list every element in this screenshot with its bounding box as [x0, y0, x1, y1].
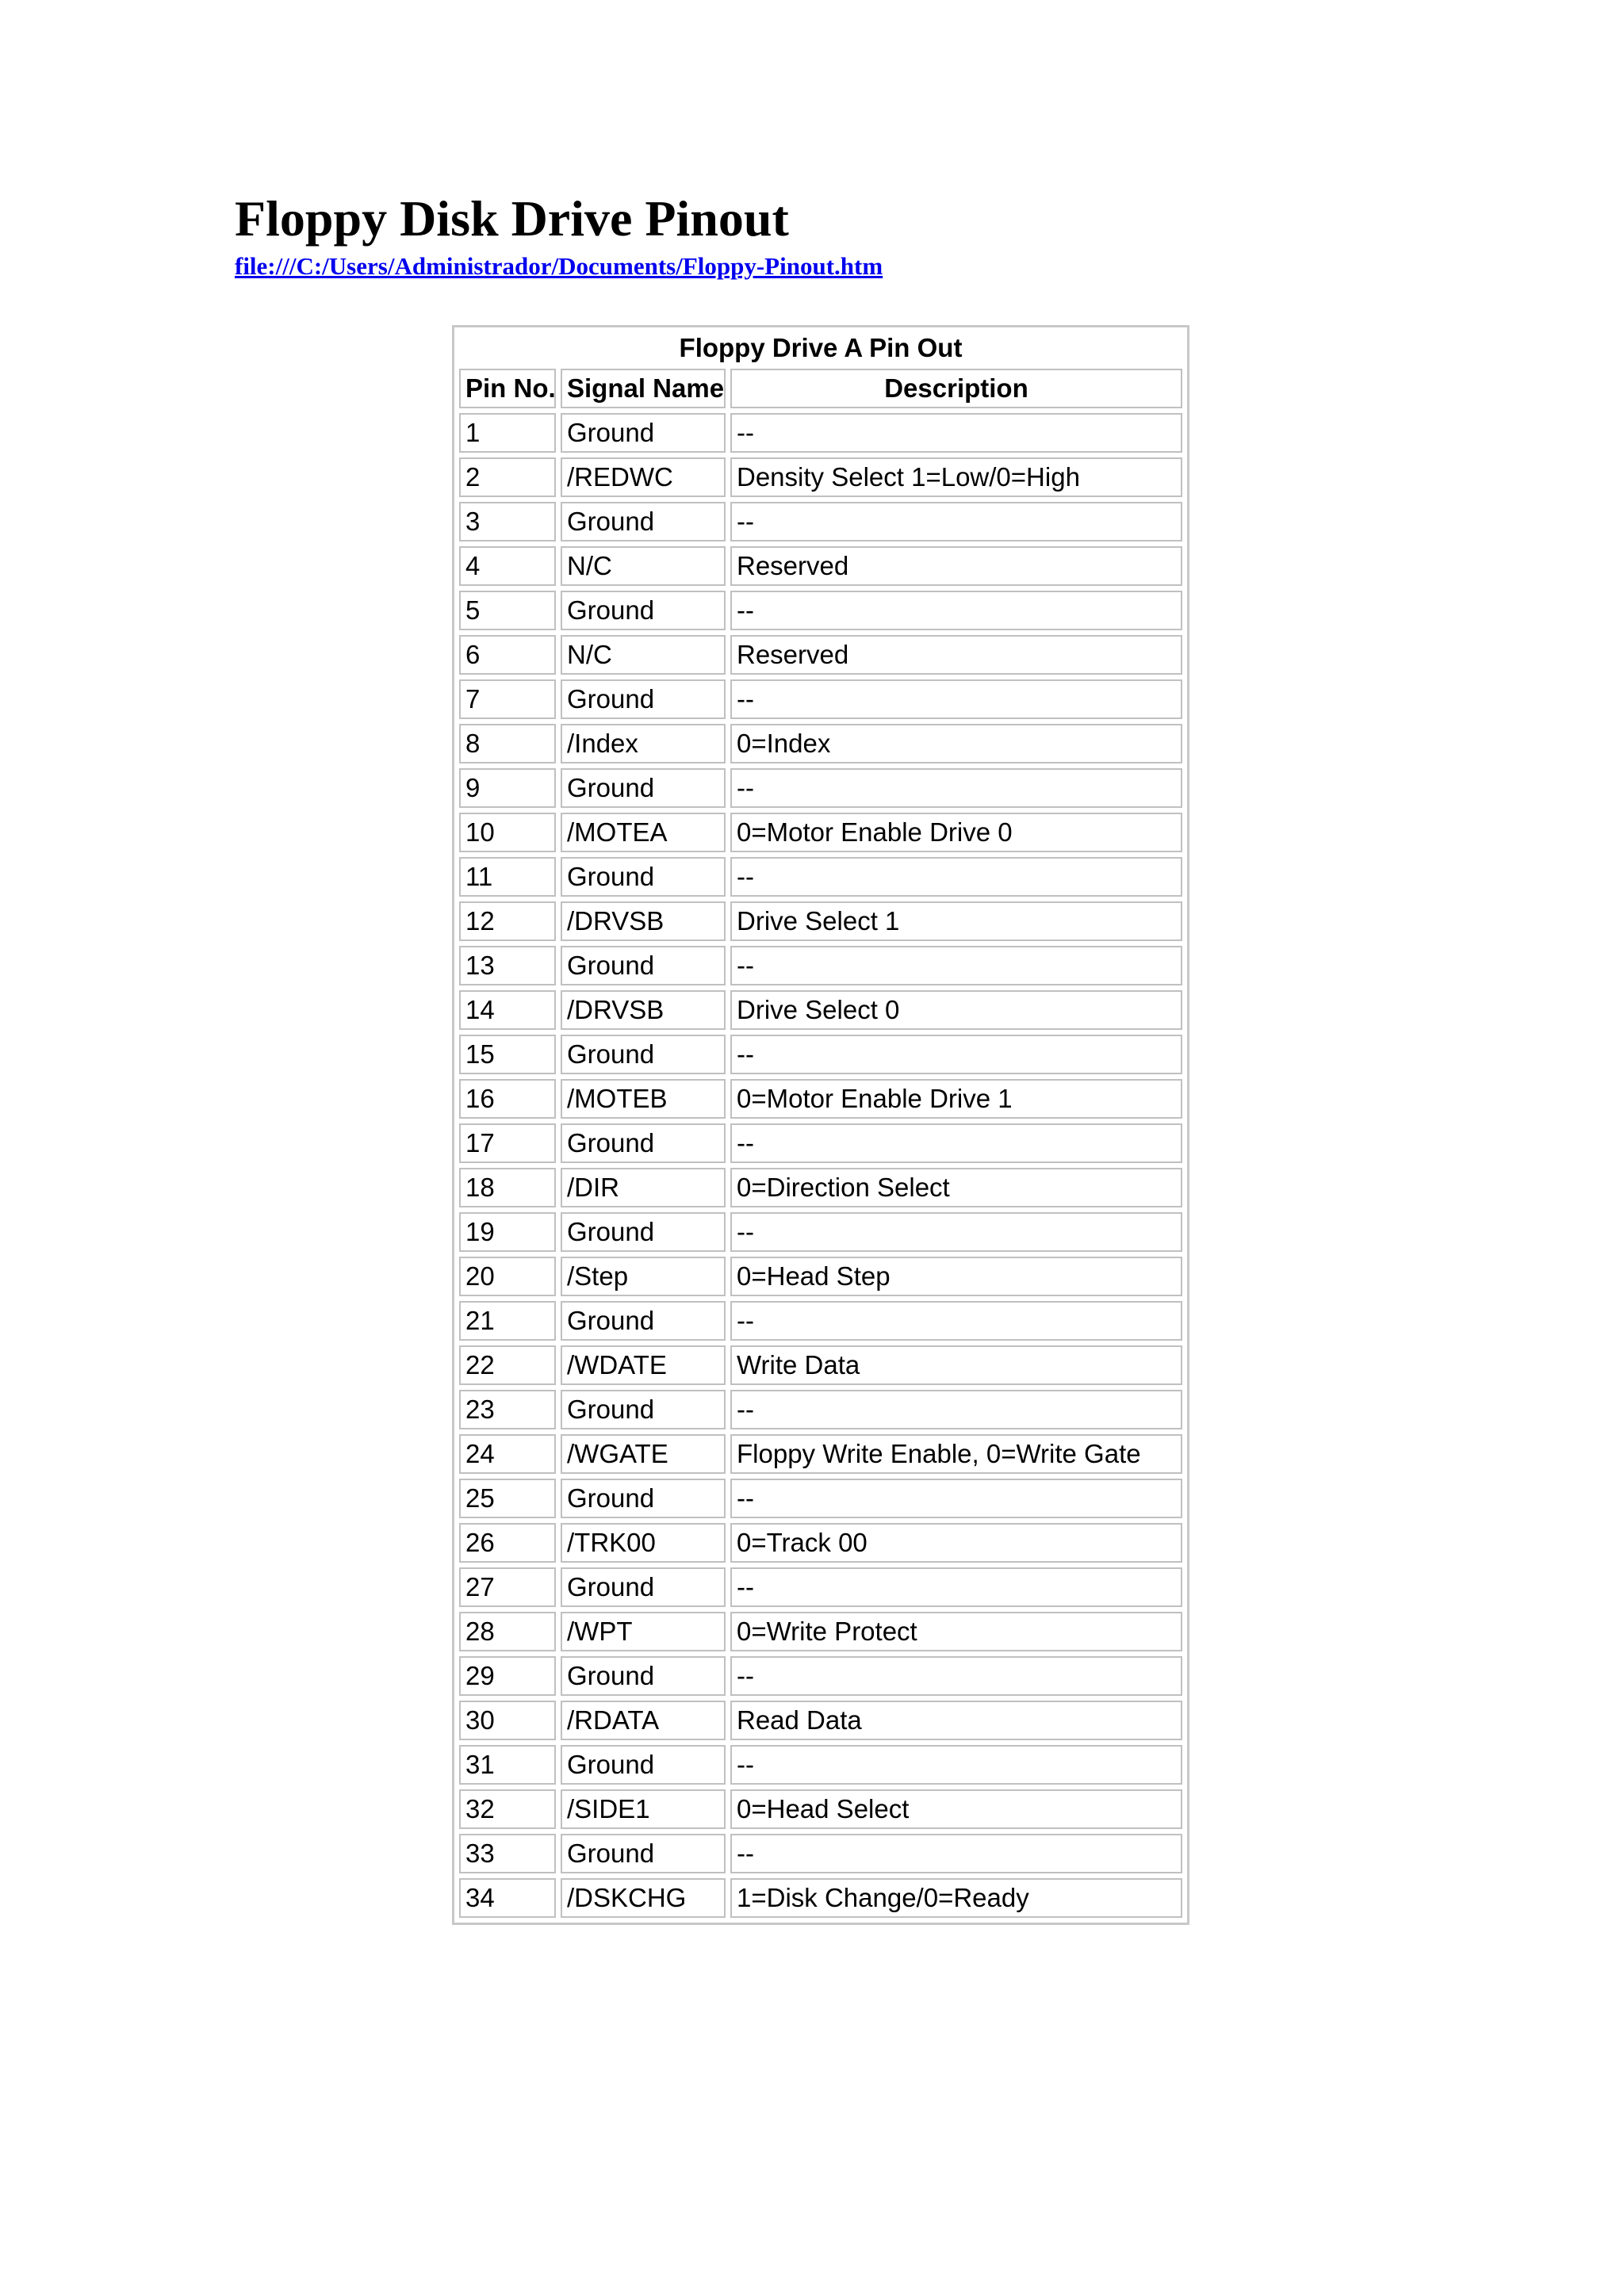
cell-signal-name: /Index [561, 724, 726, 763]
cell-description: Drive Select 1 [730, 901, 1182, 941]
cell-signal-name: Ground [561, 768, 726, 808]
cell-signal-name: Ground [561, 1479, 726, 1518]
table-row [459, 1523, 1182, 1563]
cell-signal-name: Ground [561, 1834, 726, 1873]
cell-pin-no: 9 [459, 768, 556, 808]
table-row [459, 591, 1182, 630]
table-row [459, 946, 1182, 985]
header-description: Description [730, 369, 1182, 408]
cell-signal-name: Ground [561, 591, 726, 630]
cell-signal-name: Ground [561, 679, 726, 719]
table-row [459, 1656, 1182, 1696]
pinout-table [452, 325, 1189, 1925]
table-row [459, 1479, 1182, 1518]
cell-description: 0=Index [730, 724, 1182, 763]
cell-description: Write Data [730, 1345, 1182, 1385]
table-row [459, 857, 1182, 897]
cell-pin-no: 12 [459, 901, 556, 941]
cell-description: -- [730, 946, 1182, 985]
cell-description: -- [730, 1301, 1182, 1341]
cell-description: 0=Head Step [730, 1257, 1182, 1296]
cell-pin-no: 34 [459, 1878, 556, 1918]
cell-description: -- [730, 768, 1182, 808]
cell-pin-no: 22 [459, 1345, 556, 1385]
cell-signal-name: /WDATE [561, 1345, 726, 1385]
table-row [459, 1123, 1182, 1163]
cell-signal-name: /DRVSB [561, 901, 726, 941]
cell-description: Reserved [730, 635, 1182, 675]
cell-pin-no: 27 [459, 1567, 556, 1607]
cell-pin-no: 25 [459, 1479, 556, 1518]
header-signal-name: Signal Name [561, 369, 726, 408]
cell-pin-no: 31 [459, 1745, 556, 1785]
header-pin-no: Pin No. [459, 369, 556, 408]
cell-pin-no: 14 [459, 990, 556, 1030]
cell-signal-name: Ground [561, 857, 726, 897]
cell-pin-no: 6 [459, 635, 556, 675]
cell-description: 0=Direction Select [730, 1168, 1182, 1207]
cell-pin-no: 3 [459, 502, 556, 541]
cell-signal-name: Ground [561, 1123, 726, 1163]
cell-signal-name: Ground [561, 1745, 726, 1785]
table-row [459, 1878, 1182, 1918]
cell-pin-no: 19 [459, 1212, 556, 1252]
table-row [459, 1301, 1182, 1341]
table-row [459, 768, 1182, 808]
cell-pin-no: 4 [459, 546, 556, 586]
table-row [459, 1789, 1182, 1829]
cell-description: Density Select 1=Low/0=High [730, 457, 1182, 497]
cell-pin-no: 8 [459, 724, 556, 763]
table-row [459, 1079, 1182, 1119]
cell-signal-name: /MOTEB [561, 1079, 726, 1119]
cell-pin-no: 20 [459, 1257, 556, 1296]
cell-pin-no: 16 [459, 1079, 556, 1119]
cell-signal-name: /SIDE1 [561, 1789, 726, 1829]
cell-pin-no: 30 [459, 1701, 556, 1740]
cell-description: -- [730, 1656, 1182, 1696]
cell-signal-name: /WPT [561, 1612, 726, 1651]
table-row [459, 1745, 1182, 1785]
cell-pin-no: 18 [459, 1168, 556, 1207]
cell-signal-name: /DRVSB [561, 990, 726, 1030]
cell-pin-no: 32 [459, 1789, 556, 1829]
cell-signal-name: Ground [561, 413, 726, 453]
cell-description: Reserved [730, 546, 1182, 586]
cell-pin-no: 10 [459, 813, 556, 852]
cell-description: -- [730, 1035, 1182, 1074]
cell-pin-no: 33 [459, 1834, 556, 1873]
cell-pin-no: 1 [459, 413, 556, 453]
cell-description: Floppy Write Enable, 0=Write Gate [730, 1434, 1182, 1474]
cell-description: -- [730, 1390, 1182, 1429]
cell-signal-name: Ground [561, 1567, 726, 1607]
file-path-link[interactable]: file:///C:/Users/Administrador/Documents/Floppy-Pinout.htm [235, 252, 883, 280]
cell-signal-name: /RDATA [561, 1701, 726, 1740]
cell-signal-name: Ground [561, 1390, 726, 1429]
cell-description: -- [730, 413, 1182, 453]
cell-signal-name: /TRK00 [561, 1523, 726, 1563]
cell-pin-no: 17 [459, 1123, 556, 1163]
table-row [459, 502, 1182, 541]
cell-pin-no: 11 [459, 857, 556, 897]
cell-pin-no: 13 [459, 946, 556, 985]
table-row [459, 546, 1182, 586]
cell-signal-name: N/C [561, 635, 726, 675]
cell-signal-name: N/C [561, 546, 726, 586]
table-row [459, 1834, 1182, 1873]
cell-description: 0=Motor Enable Drive 1 [730, 1079, 1182, 1119]
cell-signal-name: Ground [561, 1301, 726, 1341]
table-row [459, 1567, 1182, 1607]
table-caption-row [459, 332, 1182, 364]
table-row [459, 1345, 1182, 1385]
cell-signal-name: /Step [561, 1257, 726, 1296]
cell-description: 0=Write Protect [730, 1612, 1182, 1651]
cell-pin-no: 21 [459, 1301, 556, 1341]
table-row [459, 1257, 1182, 1296]
cell-description: -- [730, 1567, 1182, 1607]
cell-description: 0=Head Select [730, 1789, 1182, 1829]
cell-pin-no: 28 [459, 1612, 556, 1651]
cell-description: 0=Track 00 [730, 1523, 1182, 1563]
cell-signal-name: /WGATE [561, 1434, 726, 1474]
table-row [459, 1612, 1182, 1651]
table-header-row [459, 369, 1182, 408]
cell-description: -- [730, 1123, 1182, 1163]
table-row [459, 1434, 1182, 1474]
table-row [459, 1168, 1182, 1207]
cell-pin-no: 24 [459, 1434, 556, 1474]
cell-signal-name: /DIR [561, 1168, 726, 1207]
cell-description: -- [730, 679, 1182, 719]
table-row [459, 1701, 1182, 1740]
table-row [459, 413, 1182, 453]
cell-pin-no: 2 [459, 457, 556, 497]
cell-description: -- [730, 591, 1182, 630]
cell-description: 1=Disk Change/0=Ready [730, 1878, 1182, 1918]
cell-pin-no: 29 [459, 1656, 556, 1696]
table-row [459, 1390, 1182, 1429]
table-row [459, 635, 1182, 675]
cell-signal-name: Ground [561, 946, 726, 985]
cell-pin-no: 26 [459, 1523, 556, 1563]
table-row [459, 901, 1182, 941]
table-row [459, 724, 1182, 763]
cell-signal-name: Ground [561, 1212, 726, 1252]
table-row [459, 813, 1182, 852]
table-row [459, 1212, 1182, 1252]
cell-description: -- [730, 1479, 1182, 1518]
page-title: Floppy Disk Drive Pinout [235, 190, 789, 247]
cell-signal-name: /DSKCHG [561, 1878, 726, 1918]
table-caption: Floppy Drive A Pin Out [679, 333, 963, 362]
cell-pin-no: 23 [459, 1390, 556, 1429]
table-row [459, 457, 1182, 497]
table-row [459, 1035, 1182, 1074]
table-row [459, 990, 1182, 1030]
cell-signal-name: Ground [561, 1656, 726, 1696]
cell-description: Read Data [730, 1701, 1182, 1740]
cell-signal-name: /MOTEA [561, 813, 726, 852]
table-row [459, 679, 1182, 719]
cell-description: 0=Motor Enable Drive 0 [730, 813, 1182, 852]
cell-description: -- [730, 857, 1182, 897]
cell-signal-name: Ground [561, 502, 726, 541]
cell-pin-no: 15 [459, 1035, 556, 1074]
cell-signal-name: Ground [561, 1035, 726, 1074]
cell-description: -- [730, 1745, 1182, 1785]
cell-pin-no: 5 [459, 591, 556, 630]
cell-signal-name: /REDWC [561, 457, 726, 497]
cell-description: Drive Select 0 [730, 990, 1182, 1030]
cell-description: -- [730, 1212, 1182, 1252]
cell-description: -- [730, 502, 1182, 541]
table-body [459, 413, 1182, 1918]
cell-pin-no: 7 [459, 679, 556, 719]
cell-description: -- [730, 1834, 1182, 1873]
